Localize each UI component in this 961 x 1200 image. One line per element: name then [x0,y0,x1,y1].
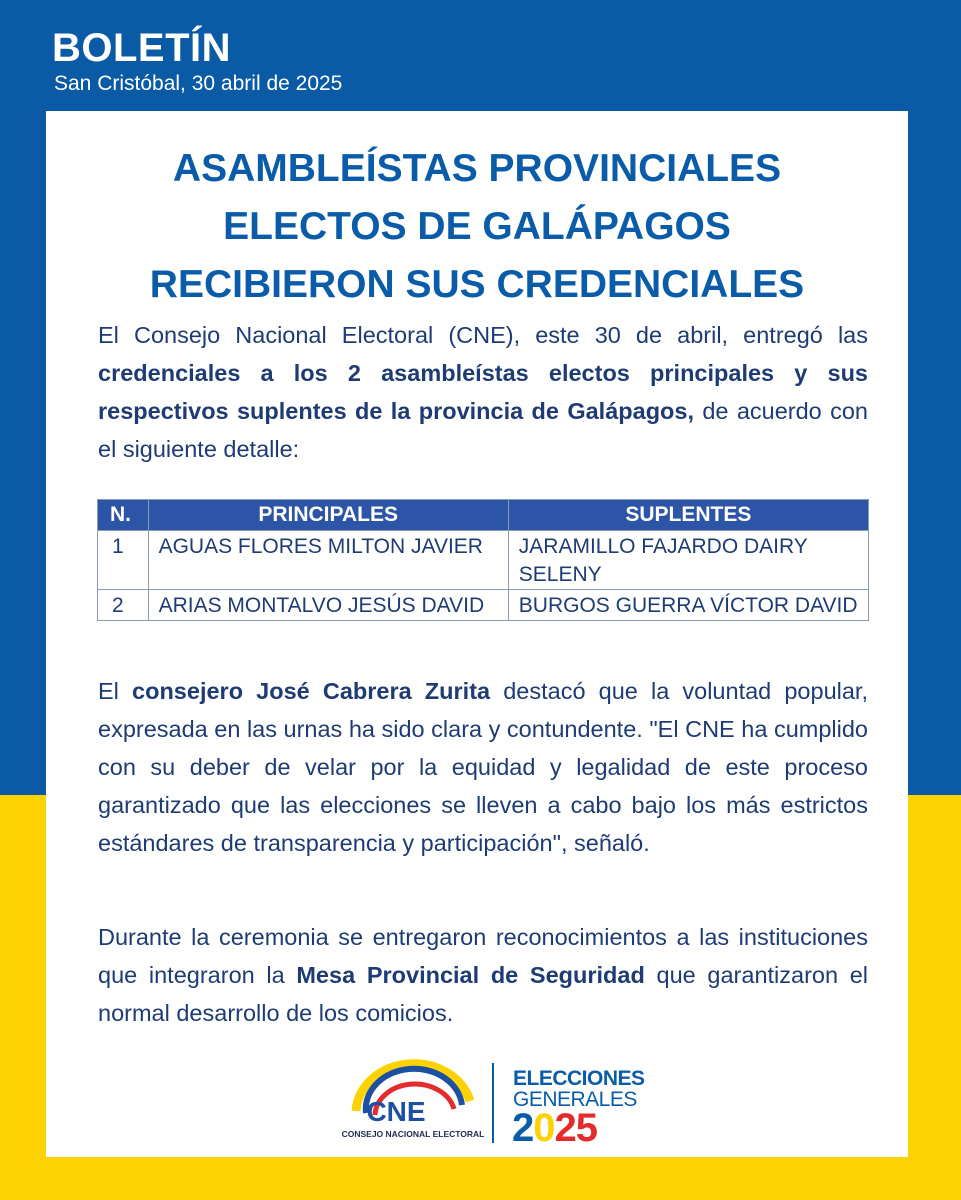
paragraph-intro: El Consejo Nacional Electoral (CNE), este 30 de abril, entregó las credenciales a los 2 asambleístas electos principales y sus respectivos suplentes de la provincia de Galápagos, de acuerdo con el siguiente detalle: [98,322,868,462]
year-digit: 2 [512,1106,534,1150]
principal-name: ARIAS MONTALVO JESÚS DAVID [148,590,508,621]
suplente-name: JARAMILLO FAJARDO DAIRY SELENY [508,531,868,590]
footer-logos [46,1041,908,1151]
year-digit: 2 [554,1106,576,1150]
results-table [97,499,869,621]
bulletin-date: San Cristóbal, 30 abril de 2025 [54,72,343,95]
year-digit: 0 [533,1106,555,1150]
col-header-n: N. [98,500,149,531]
paragraph-consejero: El consejero José Cabrera Zurita destacó que la voluntad popular, expresada en las urnas ha sido clara y contundente. "El CNE ha cumplido con su deber de velar por la equidad y legalidad de este proceso garantizado que las elecciones se lleven a cabo bajo los más estrictos estándares de transparencia y participación", señaló. [98,678,868,856]
elecciones-label: ELECCIONES [513,1067,645,1090]
row-number: 1 [98,531,149,590]
table-row [98,590,869,621]
content-card [46,111,908,1157]
logo-divider [492,1063,494,1143]
cne-text: CNE [366,1096,426,1127]
col-header-suplentes: SUPLENTES [508,500,868,531]
bulletin-title: BOLETÍN [52,26,232,70]
table-row [98,531,869,590]
cne-caption: CONSEJO NACIONAL ELECTORAL [341,1129,485,1139]
suplente-name: BURGOS GUERRA VÍCTOR DAVID [508,590,868,621]
table-header-row [98,500,869,531]
headline: ASAMBLEÍSTAS PROVINCIALES ELECTOS DE GALÁPAGOS RECIBIERON SUS CREDENCIALES [149,147,805,306]
col-header-principales: PRINCIPALES [148,500,508,531]
year-digit: 5 [575,1106,597,1150]
row-number: 2 [98,590,149,621]
principal-name: AGUAS FLORES MILTON JAVIER [148,531,508,590]
cne-logo [338,1049,488,1139]
paragraph-ceremonia: Durante la ceremonia se entregaron reconocimientos a las instituciones que integraron la Mesa Provincial de Seguridad que garantizaron el normal desarrollo de los comicios. [98,924,869,1026]
generales-label: GENERALES [513,1088,637,1111]
election-year [512,1106,597,1151]
